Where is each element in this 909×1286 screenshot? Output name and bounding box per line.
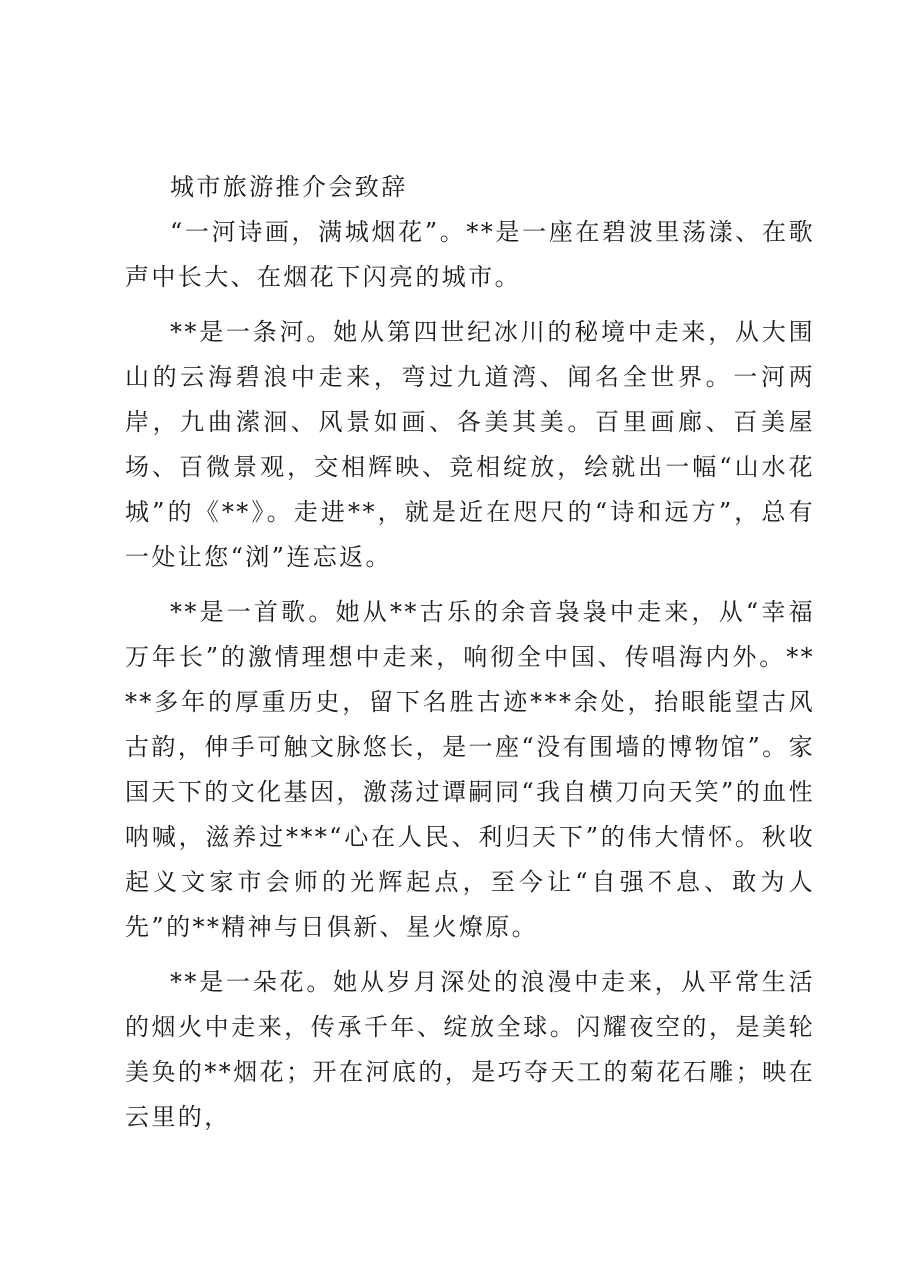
paragraph-river: **是一条河。她从第四世纪冰川的秘境中走来，从大围山的云海碧浪中走来，弯过九道湾、闻名全世界。一河两岸，九曲潆洄、风景如画、各美其美。百里画廊、百美屋场、百微景观，交相辉映、竞相绽放，绘就出一幅“山水花城”的《**》。走进**，就是近在咫尺的“诗和远方”，总有一处让您“浏”连忘返。 — [125, 318, 815, 571]
document-body — [125, 165, 815, 1150]
paragraph-song: **是一首歌。她从**古乐的余音袅袅中走来，从“幸福万年长”的激情理想中走来，响彻全中国、传唱海内外。****多年的厚重历史，留下名胜古迹***余处，抬眼能望古风古韵，伸手可触文脉悠长，是一座“没有围墙的博物馆”。家国天下的文化基因，激荡过谭嗣同“我自横刀向天笑”的血性呐喊，滋养过***“心在人民、利归天下”的伟大情怀。秋收起义文家市会师的光辉起点，至今让“自强不息、敢为人先”的**精神与日俱新、星火燎原。 — [125, 598, 815, 941]
paragraph-intro: “一河诗画，满城烟花”。**是一座在碧波里荡漾、在歌声中长大、在烟花下闪亮的城市。 — [125, 218, 815, 291]
document-title: 城市旅游推介会致辞 — [170, 173, 408, 201]
paragraph-flower: **是一朵花。她从岁月深处的浪漫中走来，从平常生活的烟火中走来，传承千年、绽放全球。闪耀夜空的，是美轮美奂的**烟花；开在河底的，是巧夺天工的菊花石雕；映在云里的， — [125, 968, 815, 1131]
